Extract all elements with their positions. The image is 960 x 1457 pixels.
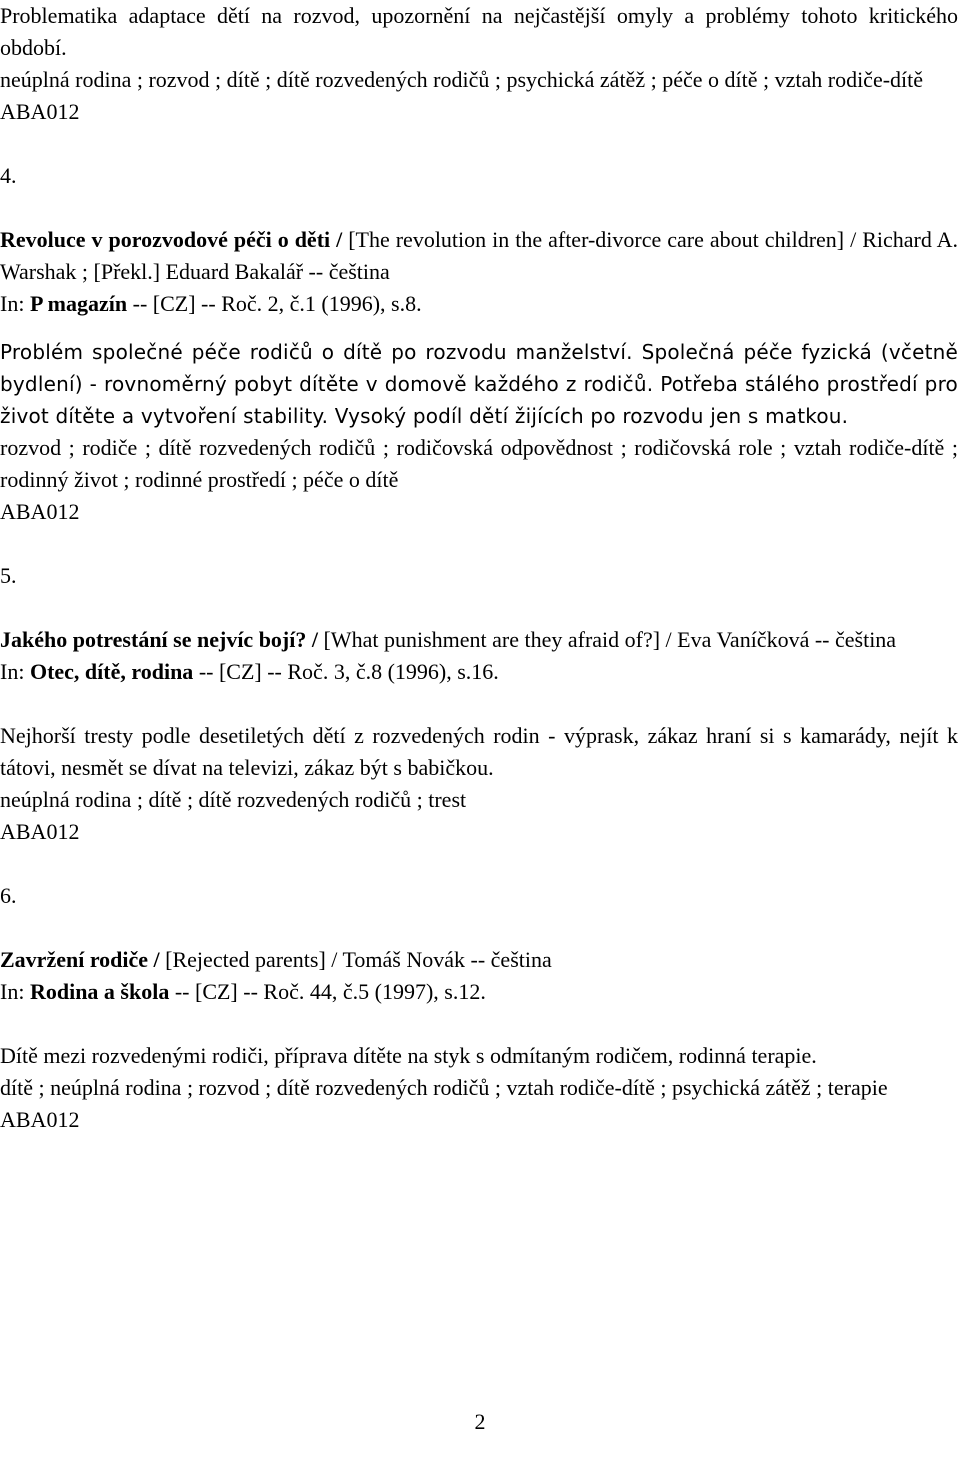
keywords: neúplná rodina ; dítě ; dítě rozvedených rodičů ; trest — [0, 787, 467, 812]
entry-source — [0, 976, 958, 1008]
source-rest: -- [CZ] -- Roč. 44, č.5 (1997), s.12. — [174, 979, 486, 1004]
title-main: Jakého potrestání se nejvíc bojí? / — [0, 627, 318, 652]
keywords: neúplná rodina ; rozvod ; dítě ; dítě rozvedených rodičů ; psychická zátěž ; péče o dítě ; vztah rodiče-dítě — [0, 67, 924, 92]
code: ABA012 — [0, 1107, 80, 1132]
source-prefix: In: — [0, 979, 25, 1004]
source-title: Rodina a škola — [29, 979, 170, 1004]
entry-4 — [0, 160, 958, 528]
entry-3-tail — [0, 0, 958, 128]
title-rest: [Rejected parents] / Tomáš Novák -- čeština — [165, 947, 552, 972]
annotation: Dítě mezi rozvedenými rodiči, příprava dítěte na styk s odmítaným rodičem, rodinná terapie. — [0, 1043, 817, 1068]
entry-5 — [0, 560, 958, 848]
source-prefix: In: — [0, 291, 25, 316]
title-rest: [What punishment are they afraid of?] / Eva Vaníčková -- čeština — [323, 627, 897, 652]
annotation: Nejhorší tresty podle desetiletých dětí z rozvedených rodin - výprask, zákaz hraní si s kamarády, nejít k tátovi, nesmět se dívat na televizi, zákaz být s babičkou. — [0, 723, 958, 780]
page-number: 2 — [474, 1409, 486, 1434]
title-main: Revoluce v porozvodové péči o děti / — [0, 227, 343, 252]
entry-title — [0, 624, 958, 656]
title-main: Zavržení rodiče / — [0, 947, 160, 972]
source-title: Otec, dítě, rodina — [29, 659, 194, 684]
keywords: rozvod ; rodiče ; dítě rozvedených rodičů ; rodičovská odpovědnost ; rodičovská role ; vztah rodiče-dítě ; rodinný život ; rodinné prostředí ; péče o dítě — [0, 435, 958, 492]
entry-6 — [0, 880, 958, 1136]
code: ABA012 — [0, 499, 80, 524]
source-title: P magazín — [29, 291, 128, 316]
entry-source — [0, 656, 958, 688]
entry-title — [0, 224, 958, 288]
code: ABA012 — [0, 819, 80, 844]
source-prefix: In: — [0, 659, 25, 684]
annotation: Problematika adaptace dětí na rozvod, upozornění na nejčastější omyly a problémy tohoto kritického období. — [0, 3, 958, 60]
entry-number: 6. — [0, 883, 17, 908]
source-rest: -- [CZ] -- Roč. 3, č.8 (1996), s.16. — [198, 659, 499, 684]
code: ABA012 — [0, 99, 80, 124]
annotation: Problém společné péče rodičů o dítě po rozvodu manželství. Společná péče fyzická (včetně bydlení) - rovnoměrný pobyt dítěte v domově každého z rodičů. Potřeba stálého prostředí pro život dítěte a vytvoření stability. Vysoký podíl dětí žijících po rozvodu jen s matkou. — [0, 340, 958, 428]
title-rest: [The revolution in the after-divorce care about children] / Richard A. Warshak ; [Překl.] Eduard Bakalář -- čeština — [0, 227, 958, 284]
entry-source — [0, 288, 958, 320]
entry-number: 4. — [0, 163, 17, 188]
keywords: dítě ; neúplná rodina ; rozvod ; dítě rozvedených rodičů ; vztah rodiče-dítě ; psychická zátěž ; terapie — [0, 1075, 888, 1100]
entry-number: 5. — [0, 563, 17, 588]
source-rest: -- [CZ] -- Roč. 2, č.1 (1996), s.8. — [132, 291, 422, 316]
entry-title — [0, 944, 958, 976]
